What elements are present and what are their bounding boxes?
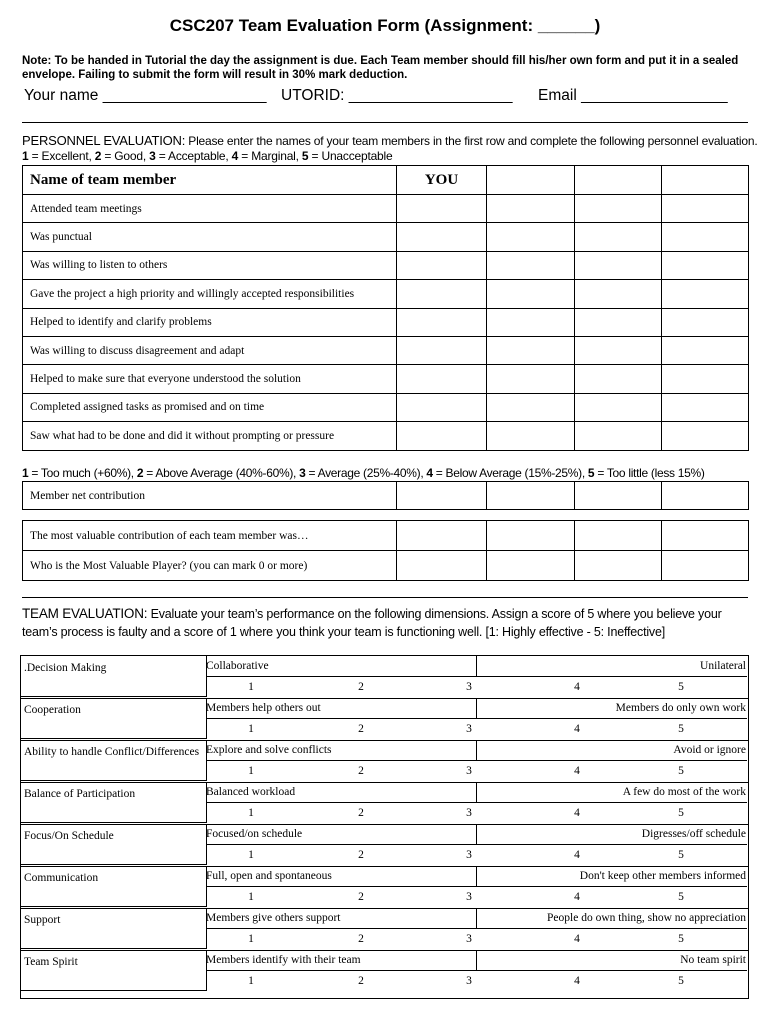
scale-number: 1 — [22, 149, 29, 163]
rating-cell[interactable] — [662, 223, 749, 251]
table-row — [23, 365, 749, 393]
email-field[interactable]: Email _________________ — [538, 87, 728, 104]
team-dimension-row — [21, 656, 748, 698]
scale-text: = Marginal, — [238, 149, 302, 163]
score-option-1[interactable]: 1 — [248, 849, 254, 861]
rating-cell[interactable] — [662, 393, 749, 421]
personnel-evaluation-header — [22, 133, 762, 164]
score-option-2[interactable]: 2 — [358, 933, 364, 945]
ineffective-descriptor: No team spirit — [680, 954, 746, 966]
score-option-3[interactable]: 3 — [466, 765, 472, 777]
rating-cell[interactable] — [662, 251, 749, 279]
answer-cell[interactable] — [662, 551, 749, 581]
rating-cell[interactable] — [487, 251, 575, 279]
rating-cell[interactable] — [575, 308, 662, 336]
score-option-1[interactable]: 1 — [248, 975, 254, 987]
score-option-3[interactable]: 3 — [466, 891, 472, 903]
rating-cell[interactable] — [487, 393, 575, 421]
scale-number: 3 — [299, 466, 306, 480]
ineffective-descriptor: Members do only own work — [615, 702, 746, 714]
form-title: CSC207 Team Evaluation Form (Assignment: ______) — [169, 16, 601, 35]
your-name-field[interactable]: Your name ___________________ — [24, 87, 267, 104]
table-row — [23, 280, 749, 308]
rating-cell[interactable] — [575, 422, 662, 450]
rating-cell[interactable] — [487, 308, 575, 336]
utorid-field[interactable]: UTORID: ___________________ — [281, 87, 513, 104]
scale-text: = Unacceptable — [308, 149, 393, 163]
ineffective-descriptor: Avoid or ignore — [673, 744, 746, 756]
team-dimension-row — [21, 824, 748, 866]
table-row — [23, 251, 749, 279]
score-option-3[interactable]: 3 — [466, 681, 472, 693]
criterion-label: Saw what had to be done and did it without prompting or pressure — [23, 422, 397, 450]
table-row — [23, 195, 749, 223]
scale-text: = Acceptable, — [155, 149, 232, 163]
rating-cell[interactable] — [662, 422, 749, 450]
table-row — [23, 422, 749, 450]
table-row — [23, 308, 749, 336]
score-cell[interactable] — [487, 482, 575, 510]
dimension-label: Ability to handle Conflict/Differences — [24, 746, 200, 758]
effective-descriptor: Collaborative — [206, 660, 269, 672]
scale-number: 5 — [587, 466, 595, 480]
answer-cell[interactable] — [397, 551, 487, 581]
effective-descriptor: Explore and solve conflicts — [206, 744, 332, 756]
rating-cell[interactable] — [397, 195, 487, 223]
score-option-5[interactable]: 5 — [678, 765, 684, 777]
score-option-5[interactable]: 5 — [678, 933, 684, 945]
answer-cell[interactable] — [575, 551, 662, 581]
row-divider — [21, 740, 748, 741]
score-option-3[interactable]: 3 — [466, 723, 472, 735]
scale-text: = Above Average (40%-60%), — [143, 466, 300, 480]
criterion-label: Was willing to listen to others — [23, 251, 397, 279]
scale-number: 2 — [136, 466, 144, 480]
score-option-4[interactable]: 4 — [574, 891, 580, 903]
score-option-2[interactable]: 2 — [358, 849, 364, 861]
most-valuable-contribution-label: The most valuable contribution of each team member was… — [23, 521, 397, 551]
effective-descriptor: Members give others support — [206, 912, 341, 924]
score-option-1[interactable]: 1 — [248, 891, 254, 903]
scale-number: 3 — [149, 149, 156, 163]
personnel-instruction: Please enter the names of your team members in the first row and complete the following personnel evaluation. — [185, 134, 758, 148]
score-option-4[interactable]: 4 — [574, 807, 580, 819]
score-option-4[interactable]: 4 — [574, 681, 580, 693]
dimension-label: Support — [24, 914, 61, 926]
rating-cell[interactable] — [487, 195, 575, 223]
team-member-name-header: Name of team member — [23, 166, 397, 195]
ineffective-descriptor: People do own thing, show no appreciation — [547, 912, 746, 924]
score-option-5[interactable]: 5 — [678, 975, 684, 987]
rating-cell[interactable] — [397, 308, 487, 336]
score-option-5[interactable]: 5 — [678, 807, 684, 819]
score-option-3[interactable]: 3 — [466, 975, 472, 987]
dimension-label: Cooperation — [24, 704, 81, 716]
ineffective-descriptor: A few do most of the work — [622, 786, 746, 798]
rating-cell[interactable] — [662, 308, 749, 336]
score-cell[interactable] — [575, 482, 662, 510]
scale-text: = Excellent, — [28, 149, 95, 163]
rating-cell[interactable] — [397, 422, 487, 450]
rating-cell[interactable] — [575, 223, 662, 251]
section-divider — [22, 122, 748, 123]
dimension-label: Balance of Participation — [24, 788, 136, 800]
effective-descriptor: Focused/on schedule — [206, 828, 303, 840]
criterion-label: Completed assigned tasks as promised and on time — [23, 393, 397, 421]
effective-descriptor: Members help others out — [206, 702, 321, 714]
score-option-4[interactable]: 4 — [574, 933, 580, 945]
score-option-2[interactable]: 2 — [358, 681, 364, 693]
score-option-5[interactable]: 5 — [678, 849, 684, 861]
score-option-5[interactable]: 5 — [678, 723, 684, 735]
contribution-scale — [22, 466, 762, 480]
row-divider — [21, 950, 748, 951]
answer-cell[interactable] — [397, 521, 487, 551]
criterion-label: Was willing to discuss disagreement and adapt — [23, 336, 397, 364]
score-option-1[interactable]: 1 — [248, 723, 254, 735]
section-divider — [22, 597, 748, 598]
table-row — [23, 393, 749, 421]
score-option-2[interactable]: 2 — [358, 891, 364, 903]
team-dimension-row — [21, 866, 748, 908]
mvp-question-label: Who is the Most Valuable Player? (you can mark 0 or more) — [23, 551, 397, 581]
team-dimension-row — [21, 908, 748, 950]
score-option-1[interactable]: 1 — [248, 933, 254, 945]
scale-text: = Below Average (15%-25%), — [432, 466, 588, 480]
member-name-cell[interactable] — [487, 166, 575, 195]
rating-cell[interactable] — [662, 365, 749, 393]
effective-descriptor: Members identify with their team — [206, 954, 361, 966]
rating-cell[interactable] — [575, 365, 662, 393]
rating-cell[interactable] — [575, 393, 662, 421]
score-option-3[interactable]: 3 — [466, 807, 472, 819]
ineffective-descriptor: Unilateral — [700, 660, 746, 672]
rating-cell[interactable] — [487, 422, 575, 450]
team-evaluation-grid — [20, 655, 749, 999]
you-column-header: YOU — [397, 166, 487, 195]
score-cell[interactable] — [397, 482, 487, 510]
score-cell[interactable] — [662, 482, 749, 510]
row-divider — [21, 866, 748, 867]
table-row — [23, 336, 749, 364]
row-divider — [21, 824, 748, 825]
rating-cell[interactable] — [575, 251, 662, 279]
score-option-3[interactable]: 3 — [466, 933, 472, 945]
criterion-label: Was punctual — [23, 223, 397, 251]
dimension-label: Communication — [24, 872, 99, 884]
table-row — [23, 223, 749, 251]
team-instruction: Evaluate your team’s performance on the following dimensions. Assign a score of 5 where you believe your team’s process is faulty and a score of 1 where you think your team is functioning well. [1: Highly effective - 5: Ineffective] — [22, 607, 722, 639]
rating-cell[interactable] — [397, 251, 487, 279]
team-dimension-row — [21, 698, 748, 740]
rating-cell[interactable] — [487, 223, 575, 251]
score-option-2[interactable]: 2 — [358, 765, 364, 777]
score-option-1[interactable]: 1 — [248, 681, 254, 693]
scale-number: 5 — [301, 149, 309, 163]
rating-cell[interactable] — [487, 336, 575, 364]
score-option-1[interactable]: 1 — [248, 807, 254, 819]
score-option-2[interactable]: 2 — [358, 723, 364, 735]
member-name-cell[interactable] — [575, 166, 662, 195]
team-dimension-row — [21, 950, 748, 992]
effective-descriptor: Full, open and spontaneous — [206, 870, 332, 882]
ineffective-descriptor: Digresses/off schedule — [641, 828, 746, 840]
score-option-3[interactable]: 3 — [466, 849, 472, 861]
net-contribution-label: Member net contribution — [23, 482, 397, 510]
scale-text: = Too much (+60%), — [28, 466, 137, 480]
answer-cell[interactable] — [575, 521, 662, 551]
row-divider — [21, 908, 748, 909]
rating-cell[interactable] — [662, 336, 749, 364]
scale-text: = Good, — [101, 149, 150, 163]
rating-cell[interactable] — [397, 223, 487, 251]
rating-cell[interactable] — [397, 336, 487, 364]
score-option-4[interactable]: 4 — [574, 849, 580, 861]
score-option-4[interactable]: 4 — [574, 765, 580, 777]
score-option-5[interactable]: 5 — [678, 891, 684, 903]
submission-note: Note: To be handed in Tutorial the day the assignment is due. Each Team member should fill his/her own form and put it in a sealed envelope. Failing to submit the form will result in 30% mark deduction. — [22, 55, 739, 81]
scale-text: = Average (25%-40%), — [305, 466, 427, 480]
row-divider — [21, 782, 748, 783]
team-caption: TEAM EVALUATION: — [22, 606, 148, 621]
score-option-4[interactable]: 4 — [574, 975, 580, 987]
score-option-2[interactable]: 2 — [358, 807, 364, 819]
row-divider — [21, 698, 748, 699]
criterion-label: Helped to make sure that everyone understood the solution — [23, 365, 397, 393]
team-dimension-row — [21, 740, 748, 782]
answer-cell[interactable] — [487, 551, 575, 581]
valuable-contribution-table — [22, 520, 749, 581]
rating-cell[interactable] — [662, 195, 749, 223]
scale-number: 1 — [22, 466, 29, 480]
rating-cell[interactable] — [397, 280, 487, 308]
criterion-label: Gave the project a high priority and willingly accepted responsibilities — [23, 280, 397, 308]
scale-number: 4 — [231, 149, 239, 163]
dimension-label: Focus/On Schedule — [24, 830, 114, 842]
score-option-1[interactable]: 1 — [248, 765, 254, 777]
rating-cell[interactable] — [397, 393, 487, 421]
rating-cell[interactable] — [487, 280, 575, 308]
rating-cell[interactable] — [487, 365, 575, 393]
rating-cell[interactable] — [575, 195, 662, 223]
personnel-evaluation-table — [22, 165, 749, 451]
scale-number: 2 — [94, 149, 102, 163]
personnel-scale — [22, 149, 762, 164]
team-evaluation-header — [22, 605, 752, 641]
dimension-label: .Decision Making — [24, 662, 107, 674]
rating-cell[interactable] — [397, 365, 487, 393]
score-option-4[interactable]: 4 — [574, 723, 580, 735]
dimension-label: Team Spirit — [24, 956, 78, 968]
rating-cell[interactable] — [662, 280, 749, 308]
score-option-2[interactable]: 2 — [358, 975, 364, 987]
effective-descriptor: Balanced workload — [206, 786, 296, 798]
team-dimension-row — [21, 782, 748, 824]
criterion-label: Helped to identify and clarify problems — [23, 308, 397, 336]
net-contribution-table — [22, 481, 749, 510]
answer-cell[interactable] — [487, 521, 575, 551]
member-name-cell[interactable] — [662, 166, 749, 195]
rating-cell[interactable] — [575, 280, 662, 308]
ineffective-descriptor: Don't keep other members informed — [579, 870, 746, 882]
personnel-caption: PERSONNEL EVALUATION: — [22, 133, 186, 148]
answer-cell[interactable] — [662, 521, 749, 551]
score-option-5[interactable]: 5 — [678, 681, 684, 693]
scale-number: 4 — [426, 466, 433, 480]
scale-text: = Too little (less 15%) — [594, 466, 705, 480]
rating-cell[interactable] — [575, 336, 662, 364]
criterion-label: Attended team meetings — [23, 195, 397, 223]
